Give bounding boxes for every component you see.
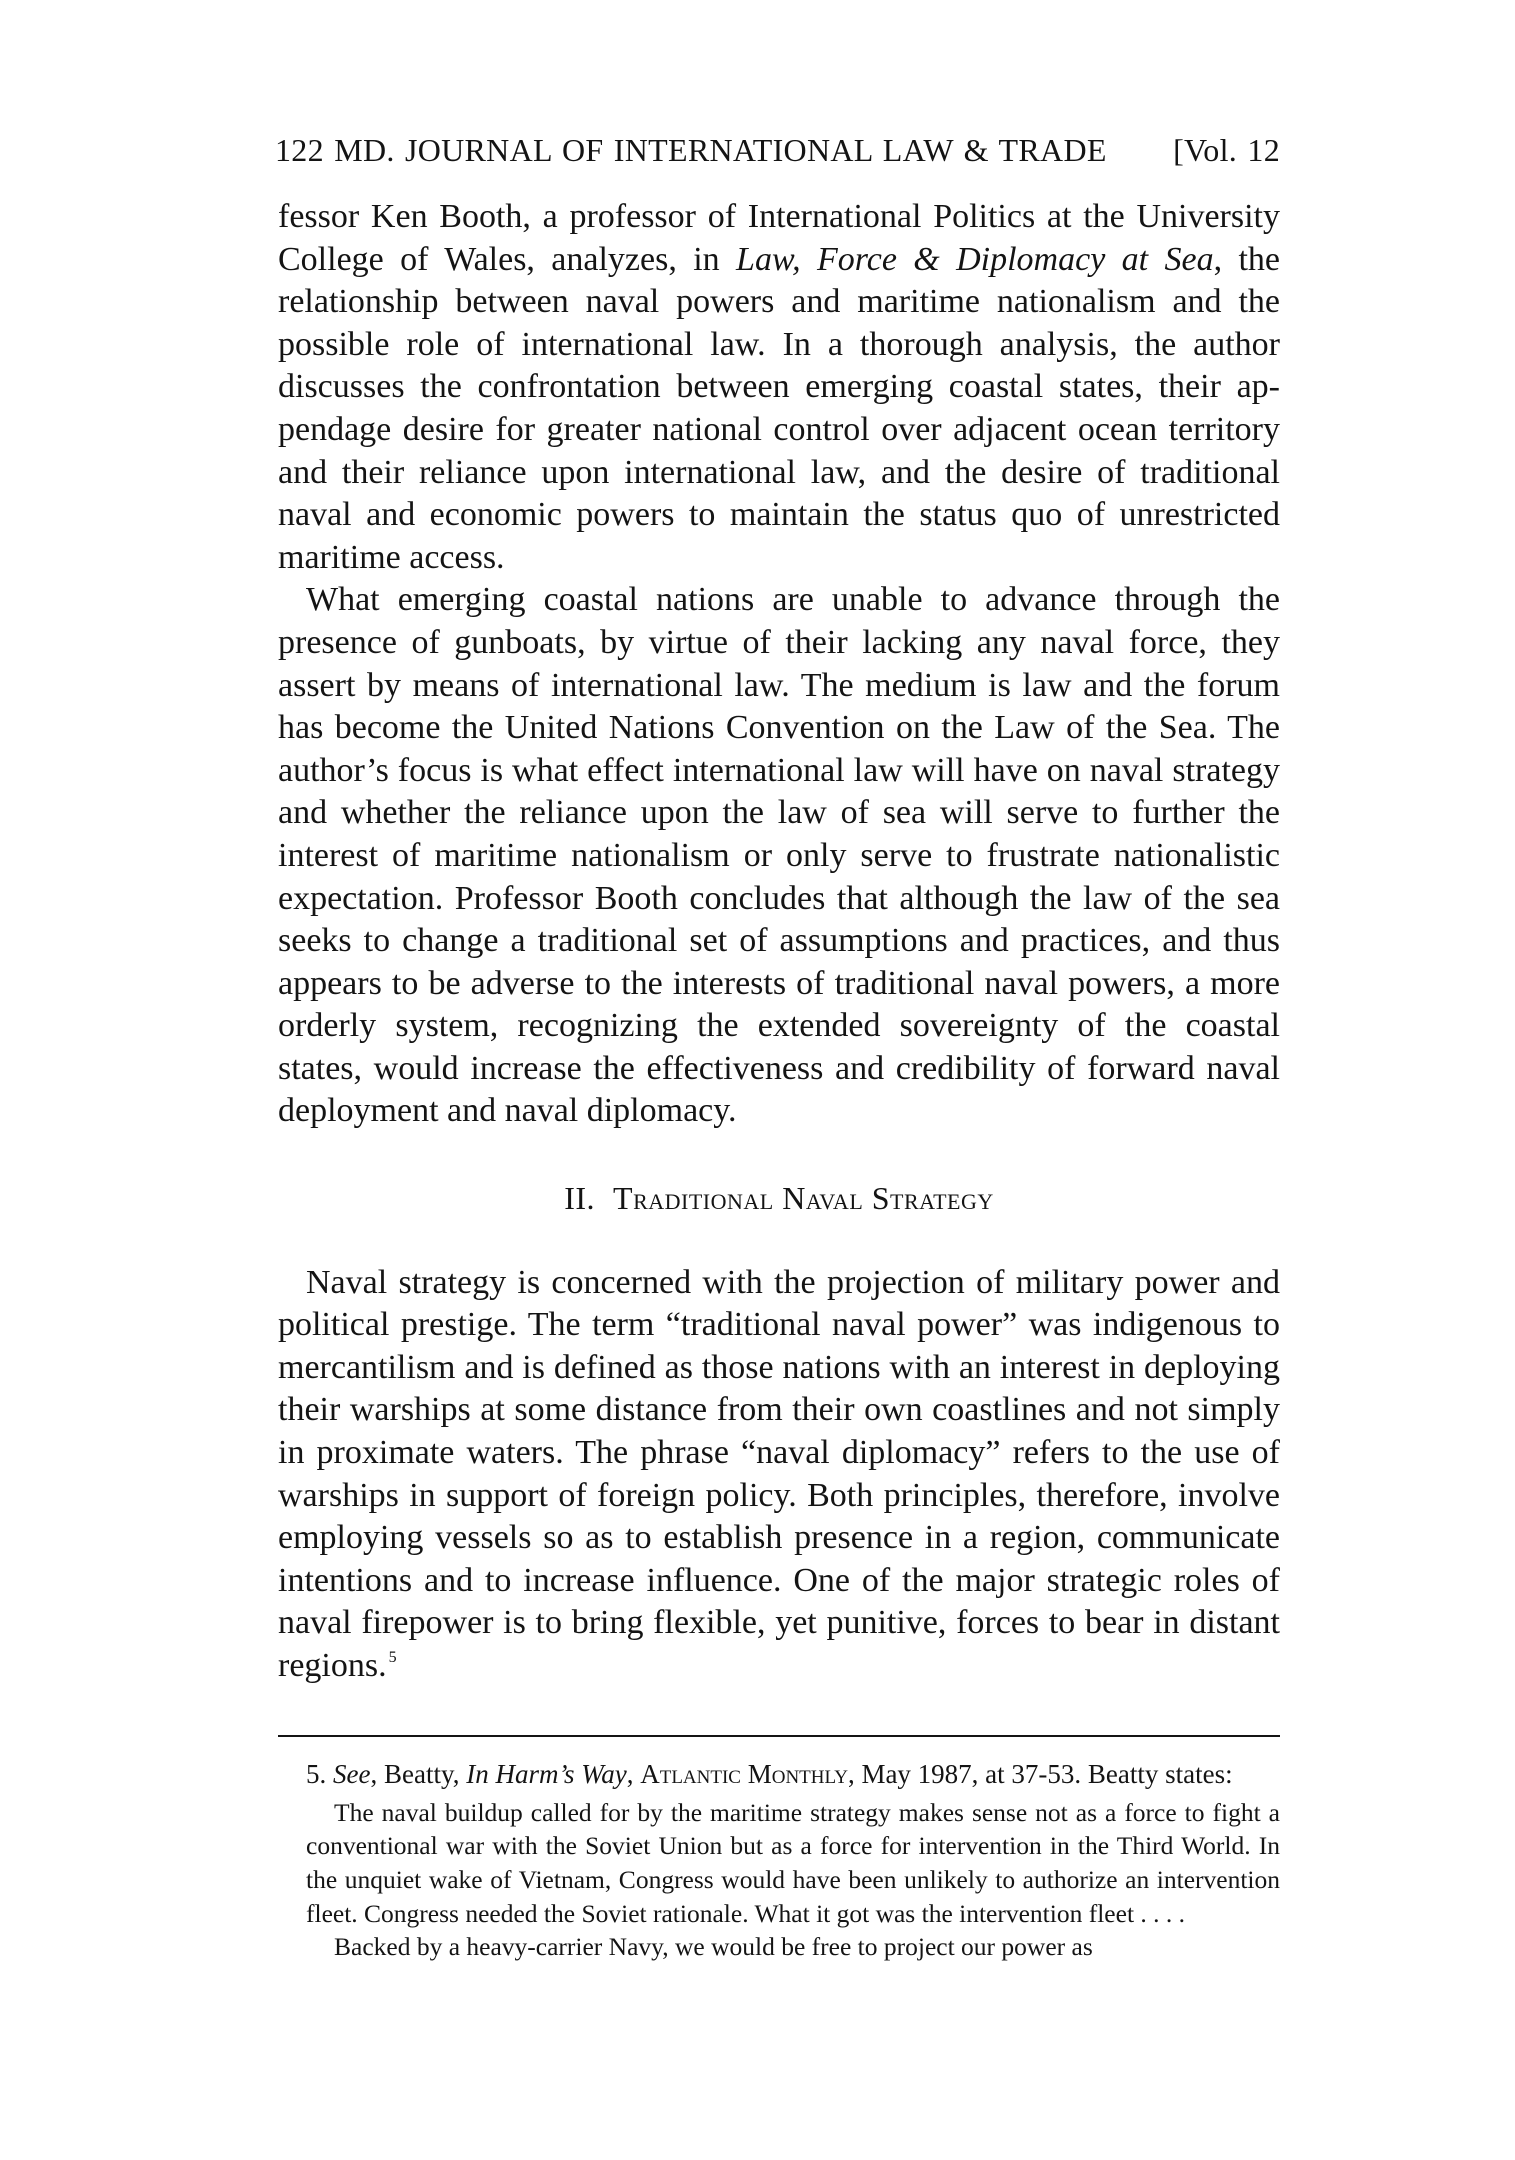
volume-label: [Vol. 12 (1173, 132, 1280, 168)
book-title: Law, Force & Diplomacy at Sea (736, 240, 1214, 278)
page-number-and-journal-title: 122 MD. JOURNAL OF INTERNATIONAL LAW & TRADE (275, 132, 1107, 168)
citation-author: , Beatty, (370, 1758, 467, 1789)
section-numeral: II. (564, 1180, 596, 1217)
footnotes (278, 1757, 1280, 1964)
journal-page (275, 128, 1280, 1964)
footnote-divider (278, 1735, 1280, 1737)
citation-signal: See (333, 1758, 371, 1789)
section-heading (278, 1177, 1280, 1220)
body-paragraph: What emerging coastal nations are unable to advance through the presence of gunboats, by virtue of their lacking any naval force, they assert by means of international law. The medium is law and the forum has become the United Nations Convention on the Law of the Sea. The author’s focus is what effect international law will have on naval strategy and whether the reliance upon the law of sea will serve to further the interest of maritime nationalism or only serve to frustrate nationalistic expectation. Professor Booth concludes that although the law of the sea seeks to change a traditional set of assumptions and practices, and thus appears to be adverse to the interests of traditional naval powers, a more orderly system, recognizing the extended sovereignty of the coastal states, would increase the effectiveness and credibility of forward naval deployment and naval diplomacy. (278, 581, 1280, 1130)
cited-journal: Atlantic Monthly (640, 1758, 848, 1789)
body-paragraph (278, 1262, 1280, 1688)
footnote-block-quote (306, 1796, 1280, 1964)
paragraph-text: , the relationship between naval powers and maritime nationalism and the possible role of international law. In a thorough analysis, the author discusses the confrontation between emerging coastal states, their appendage desire for greater national control over adjacent ocean territory and their reliance upon international law, and the desire of traditional naval and economic powers to maintain the status quo of unrestricted maritime access. (278, 240, 1280, 576)
quote-paragraph: The naval buildup called for by the maritime strategy makes sense not as a force to fight a conventional war with the Soviet Union but as a force for intervention in the Third World. In the unquiet wake of Vietnam, Congress would have been unlikely to authorize an intervention fleet. Congress needed the Soviet rationale. What it got was the intervention fleet . . . . (306, 1797, 1280, 1928)
paragraph-text: Naval strategy is concerned with the projection of military power and political prestige. The term “traditional naval power” was indigenous to mercantilism and is defined as those nations with an interest in deploying their warships at some distance from their own coastlines and not simply in proximate waters. The phrase “naval diplomacy” refers to the use of warships in support of foreign policy. Both principles, therefore, involve employing vessels so as to establish presence in a region, communicate intentions and to increase influence. One of the major strategic roles of naval firepower is to bring flexible, yet punitive, forces to bear in distant regions. (278, 1263, 1280, 1684)
section-title: Traditional Naval Strategy (613, 1180, 994, 1217)
cited-article-title: In Harm’s Way (466, 1758, 627, 1789)
paragraph-text: fessor Ken Booth, a professor of International Politics at the University College of Wales, analyzes, in (278, 198, 1280, 278)
article-body (278, 196, 1280, 1688)
footnote-reference: 5 (388, 1649, 397, 1666)
running-head (275, 128, 1280, 178)
citation-separator: , (626, 1758, 641, 1789)
quote-paragraph: Backed by a heavy-carrier Navy, we would be free to project our power as (334, 1932, 1093, 1962)
footnote-5 (278, 1757, 1280, 1791)
citation-tail: , May 1987, at 37-53. Beatty states: (847, 1758, 1233, 1789)
footnote-number: 5. (306, 1758, 333, 1789)
body-paragraph-continued (278, 196, 1280, 579)
